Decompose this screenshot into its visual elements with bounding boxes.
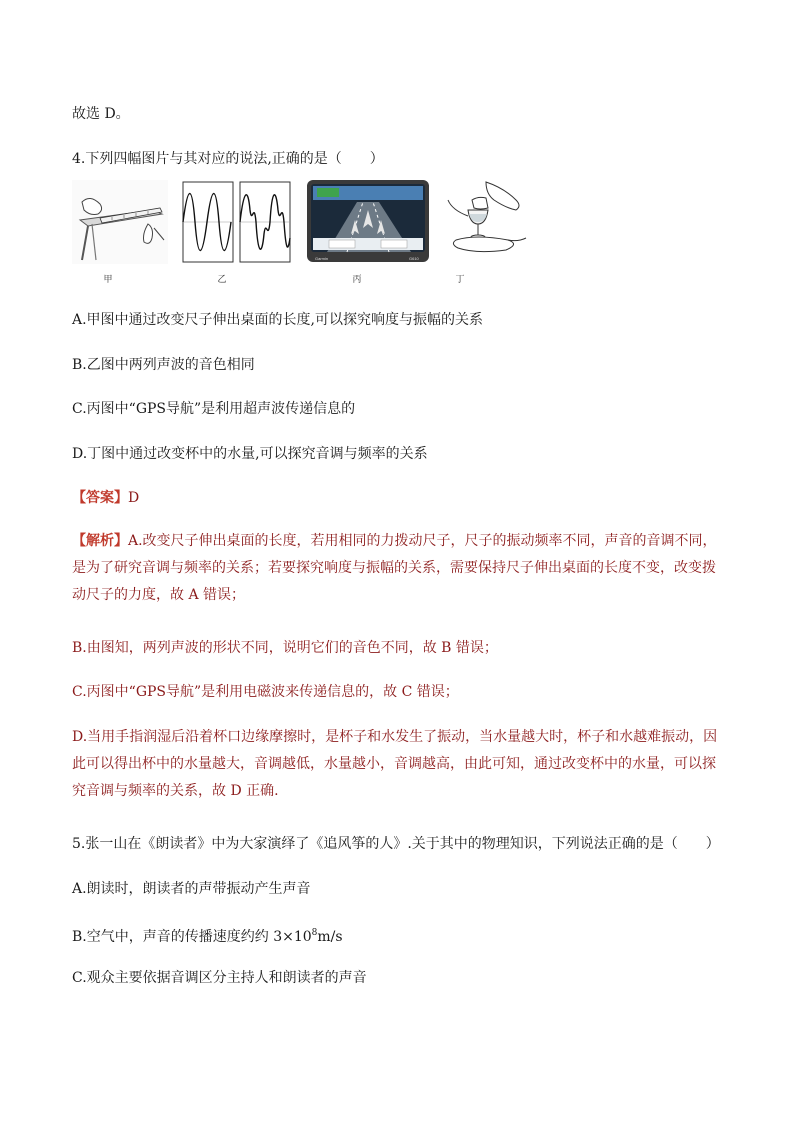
question-4-option-d: D.丁图中通过改变杯中的水量,可以探究音调与频率的关系 bbox=[72, 446, 428, 462]
glass-rim-rubbing-image bbox=[442, 180, 532, 264]
gps-model-text: G610 bbox=[409, 256, 419, 261]
question-5-option-b bbox=[72, 924, 343, 946]
analysis-label: 【解析】 bbox=[72, 533, 128, 549]
analysis-d: D.当用手指润湿后沿着杯口边缘摩擦时，是杯子和水发生了振动，当水量越大时，杯子和水越难振动，因此可以得出杯中的水量越大，音调越低，水量越小，音调越高，由此可知，通过改变杯中的水量，可以探究音调与频率的关系，故 D 正确. bbox=[72, 729, 718, 799]
gps-navigator-image bbox=[307, 180, 429, 264]
question-5-stem: 5.张一山在《朗读者》中为大家演绎了《追风筝的人》.关于其中的物理知识，下列说法正确的是（ ） bbox=[72, 836, 720, 852]
question-5-option-c: C.观众主要依据音调区分主持人和朗读者的声音 bbox=[72, 970, 367, 986]
option-b-prefix: B.空气中，声音的传播速度约约 3×10 bbox=[72, 929, 312, 945]
answer-label: 【答案】 bbox=[72, 490, 128, 506]
answer-value: D bbox=[128, 490, 140, 506]
analysis-a-text: A.改变尺子伸出桌面的长度，若用相同的力拨动尺子，尺子的振动频率不同，声音的音调不同，是为了研究音调与频率的关系；若要探究响度与振幅的关系，需要保持尺子伸出桌面的长度不变，改变拨动尺子的力度，故 A 错误； bbox=[72, 533, 717, 603]
question-4-option-c: C.丙图中“GPS导航”是利用超声波传递信息的 bbox=[72, 401, 356, 417]
question-4-option-a: A.甲图中通过改变尺子伸出桌面的长度,可以探究响度与振幅的关系 bbox=[72, 312, 484, 328]
question-4-stem: 4.下列四幅图片与其对应的说法,正确的是（ ） bbox=[72, 151, 384, 167]
analysis-b: B.由图知，两列声波的形状不同，说明它们的音色不同，故 B 错误； bbox=[72, 640, 498, 656]
sound-waves-image bbox=[182, 180, 292, 264]
option-b-suffix: m/s bbox=[317, 929, 343, 945]
question-5-option-a: A.朗读时，朗读者的声带振动产生声音 bbox=[72, 881, 311, 897]
question-4-answer bbox=[72, 489, 139, 507]
caption-bing: 丙 bbox=[352, 275, 362, 285]
ruler-on-table-image bbox=[72, 180, 168, 264]
caption-jia: 甲 bbox=[103, 275, 113, 285]
analysis-a bbox=[72, 528, 722, 609]
question-4-figures bbox=[72, 180, 532, 292]
question-4-option-b: B.乙图中两列声波的音色相同 bbox=[72, 357, 255, 373]
caption-ding: 丁 bbox=[455, 275, 465, 285]
previous-answer-line: 故选 D。 bbox=[72, 106, 130, 122]
caption-yi: 乙 bbox=[217, 275, 227, 285]
option-b-exponent: 8 bbox=[311, 928, 318, 938]
analysis-c: C.丙图中“GPS导航”是利用电磁波来传递信息的，故 C 错误； bbox=[72, 684, 459, 700]
gps-brand-text: Garmin bbox=[315, 256, 329, 261]
